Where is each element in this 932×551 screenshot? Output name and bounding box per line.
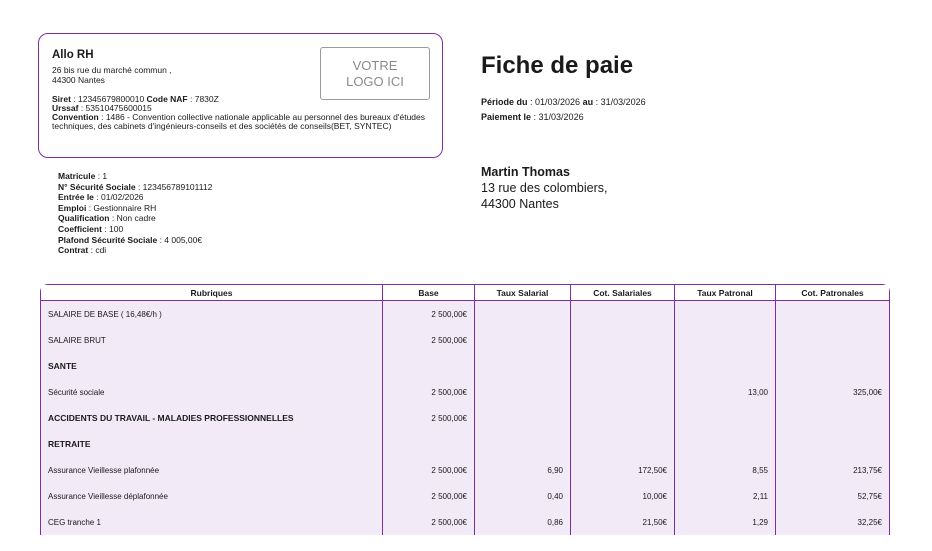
urssaf-label: Urssaf bbox=[52, 103, 79, 113]
detail-value: : Gestionnaire RH bbox=[86, 202, 157, 213]
naf-label: Code NAF bbox=[146, 94, 188, 104]
table-cell bbox=[775, 301, 889, 327]
table-cell bbox=[775, 353, 889, 379]
column-header: Base bbox=[382, 285, 474, 301]
period-end: : 31/03/2026 bbox=[593, 97, 646, 107]
detail-label: Coefficient bbox=[58, 223, 102, 234]
employee-address-line1: 13 rue des colombiers, bbox=[481, 181, 608, 195]
employee-address-line2: 44300 Nantes bbox=[481, 196, 559, 211]
table-cell: 0,40 bbox=[474, 483, 570, 509]
detail-value: : 01/02/2026 bbox=[93, 192, 144, 203]
column-header: Rubriques bbox=[41, 285, 382, 301]
period-label: Période du bbox=[481, 97, 528, 107]
table-cell bbox=[570, 353, 674, 379]
period-start: : 01/03/2026 bbox=[527, 97, 583, 107]
detail-value: : 4 005,00€ bbox=[157, 234, 203, 245]
detail-value: : 100 bbox=[101, 223, 124, 234]
table-cell: 2 500,00€ bbox=[382, 509, 474, 535]
table-header-row bbox=[41, 285, 889, 301]
detail-value: : 1 bbox=[95, 171, 108, 181]
table-cell: 2,11 bbox=[674, 483, 775, 509]
page-title: Fiche de paie bbox=[481, 52, 634, 79]
table-row bbox=[41, 379, 889, 405]
table-cell bbox=[570, 327, 674, 353]
detail-label: Emploi bbox=[58, 202, 87, 213]
table-cell: SANTE bbox=[41, 353, 382, 379]
table-cell: 2 500,00€ bbox=[382, 483, 474, 509]
siret-value: : 12345679800010 bbox=[70, 94, 147, 104]
detail-label: Plafond Sécurité Sociale bbox=[58, 234, 158, 245]
table-cell bbox=[775, 327, 889, 353]
detail-coefficient bbox=[58, 224, 212, 235]
table-section-row bbox=[41, 353, 889, 379]
table-cell: 172,50€ bbox=[570, 457, 674, 483]
table-row bbox=[41, 457, 889, 483]
table-cell bbox=[474, 353, 570, 379]
logo-placeholder bbox=[320, 47, 430, 100]
convention-label: Convention bbox=[52, 112, 99, 122]
table-cell: Sécurité sociale bbox=[41, 379, 382, 405]
detail-ceiling bbox=[58, 235, 212, 246]
company-info-box bbox=[38, 33, 443, 158]
table-cell bbox=[775, 405, 889, 431]
detail-value: : cdi bbox=[88, 245, 107, 256]
table-cell: 213,75€ bbox=[775, 457, 889, 483]
convention-value: : 1486 - Convention collective nationale applicable au personnel des bureaux d'études techniques, des cabinets d'ingénieurs-conseils et des sociétés de conseils(BET, SYNTEC) bbox=[52, 112, 426, 131]
table-cell bbox=[570, 431, 674, 457]
table-cell bbox=[674, 405, 775, 431]
table-cell bbox=[570, 379, 674, 405]
employee-address bbox=[481, 181, 607, 212]
table-row bbox=[41, 483, 889, 509]
table-cell: CEG tranche 1 bbox=[41, 509, 382, 535]
table-row bbox=[41, 301, 889, 327]
payment-label: Paiement le bbox=[481, 111, 532, 122]
detail-qualification bbox=[58, 213, 212, 224]
payment-date: : 31/03/2026 bbox=[531, 111, 584, 122]
table-cell bbox=[474, 379, 570, 405]
table-cell: 32,25€ bbox=[775, 509, 889, 535]
table-cell bbox=[474, 301, 570, 327]
table-cell bbox=[474, 327, 570, 353]
column-header: Taux Patronal bbox=[674, 285, 775, 301]
table-cell: 52,75€ bbox=[775, 483, 889, 509]
table-cell bbox=[570, 405, 674, 431]
table-cell: 6,90 bbox=[474, 457, 570, 483]
table-cell: 21,50€ bbox=[570, 509, 674, 535]
table-cell bbox=[474, 431, 570, 457]
table-cell: Assurance Vieillesse déplafonnée bbox=[41, 483, 382, 509]
logo-line1: VOTRE bbox=[352, 57, 398, 73]
table-cell: 1,29 bbox=[674, 509, 775, 535]
table-section-row bbox=[41, 431, 889, 457]
table-cell: RETRAITE bbox=[41, 431, 382, 457]
table-cell: 2 500,00€ bbox=[382, 379, 474, 405]
table-cell: 0,86 bbox=[474, 509, 570, 535]
payslip-table bbox=[40, 284, 890, 535]
naf-value: : 7830Z bbox=[187, 94, 219, 104]
siret-label: Siret bbox=[52, 94, 71, 104]
detail-entry-date bbox=[58, 192, 212, 203]
detail-label: Contrat bbox=[58, 245, 89, 256]
table-row bbox=[41, 327, 889, 353]
table-cell bbox=[674, 327, 775, 353]
table-cell: SALAIRE BRUT bbox=[41, 327, 382, 353]
table-section-row bbox=[41, 405, 889, 431]
employee-name: Martin Thomas bbox=[481, 165, 570, 179]
detail-value: : Non cadre bbox=[109, 213, 156, 224]
table-cell bbox=[674, 301, 775, 327]
table-cell bbox=[570, 301, 674, 327]
pay-period bbox=[481, 95, 646, 124]
detail-label: Entrée le bbox=[58, 192, 94, 203]
period-to-label: au bbox=[582, 97, 594, 107]
detail-job bbox=[58, 203, 212, 214]
column-header: Cot. Salariales bbox=[570, 285, 674, 301]
table-cell: 2 500,00€ bbox=[382, 301, 474, 327]
table-cell: 2 500,00€ bbox=[382, 405, 474, 431]
table-cell bbox=[674, 353, 775, 379]
table-cell: 13,00 bbox=[674, 379, 775, 405]
detail-contract bbox=[58, 245, 212, 256]
table-cell: Assurance Vieillesse plafonnée bbox=[41, 457, 382, 483]
table-cell: 8,55 bbox=[674, 457, 775, 483]
table-cell bbox=[382, 431, 474, 457]
detail-matricule bbox=[58, 171, 212, 182]
table-cell: ACCIDENTS DU TRAVAIL - MALADIES PROFESSIONNELLES bbox=[41, 405, 382, 431]
table-cell bbox=[382, 353, 474, 379]
column-header: Taux Salarial bbox=[474, 285, 570, 301]
table-cell bbox=[674, 431, 775, 457]
company-identifiers bbox=[52, 95, 437, 131]
company-name: Allo RH bbox=[52, 49, 94, 61]
detail-value: : 123456789101112 bbox=[135, 181, 213, 192]
detail-label: Matricule bbox=[58, 171, 96, 181]
table-cell bbox=[474, 405, 570, 431]
detail-label: N° Sécurité Sociale bbox=[58, 181, 136, 192]
table-cell: 2 500,00€ bbox=[382, 457, 474, 483]
employee-details bbox=[58, 171, 212, 256]
logo-line2: LOGO ICI bbox=[346, 73, 404, 89]
company-address bbox=[52, 66, 172, 85]
company-address-line2: 44300 Nantes bbox=[52, 74, 105, 85]
table-row bbox=[41, 509, 889, 535]
table-cell: 10,00€ bbox=[570, 483, 674, 509]
urssaf-value: : 53510475600015 bbox=[78, 103, 152, 113]
detail-label: Qualification bbox=[58, 213, 110, 224]
company-address-line1: 26 bis rue du marché commun , bbox=[52, 65, 172, 75]
table-cell: 2 500,00€ bbox=[382, 327, 474, 353]
detail-social-security bbox=[58, 182, 212, 193]
table-cell: 325,00€ bbox=[775, 379, 889, 405]
table-cell bbox=[775, 431, 889, 457]
column-header: Cot. Patronales bbox=[775, 285, 889, 301]
table-cell: SALAIRE DE BASE ( 16,48€/h ) bbox=[41, 301, 382, 327]
